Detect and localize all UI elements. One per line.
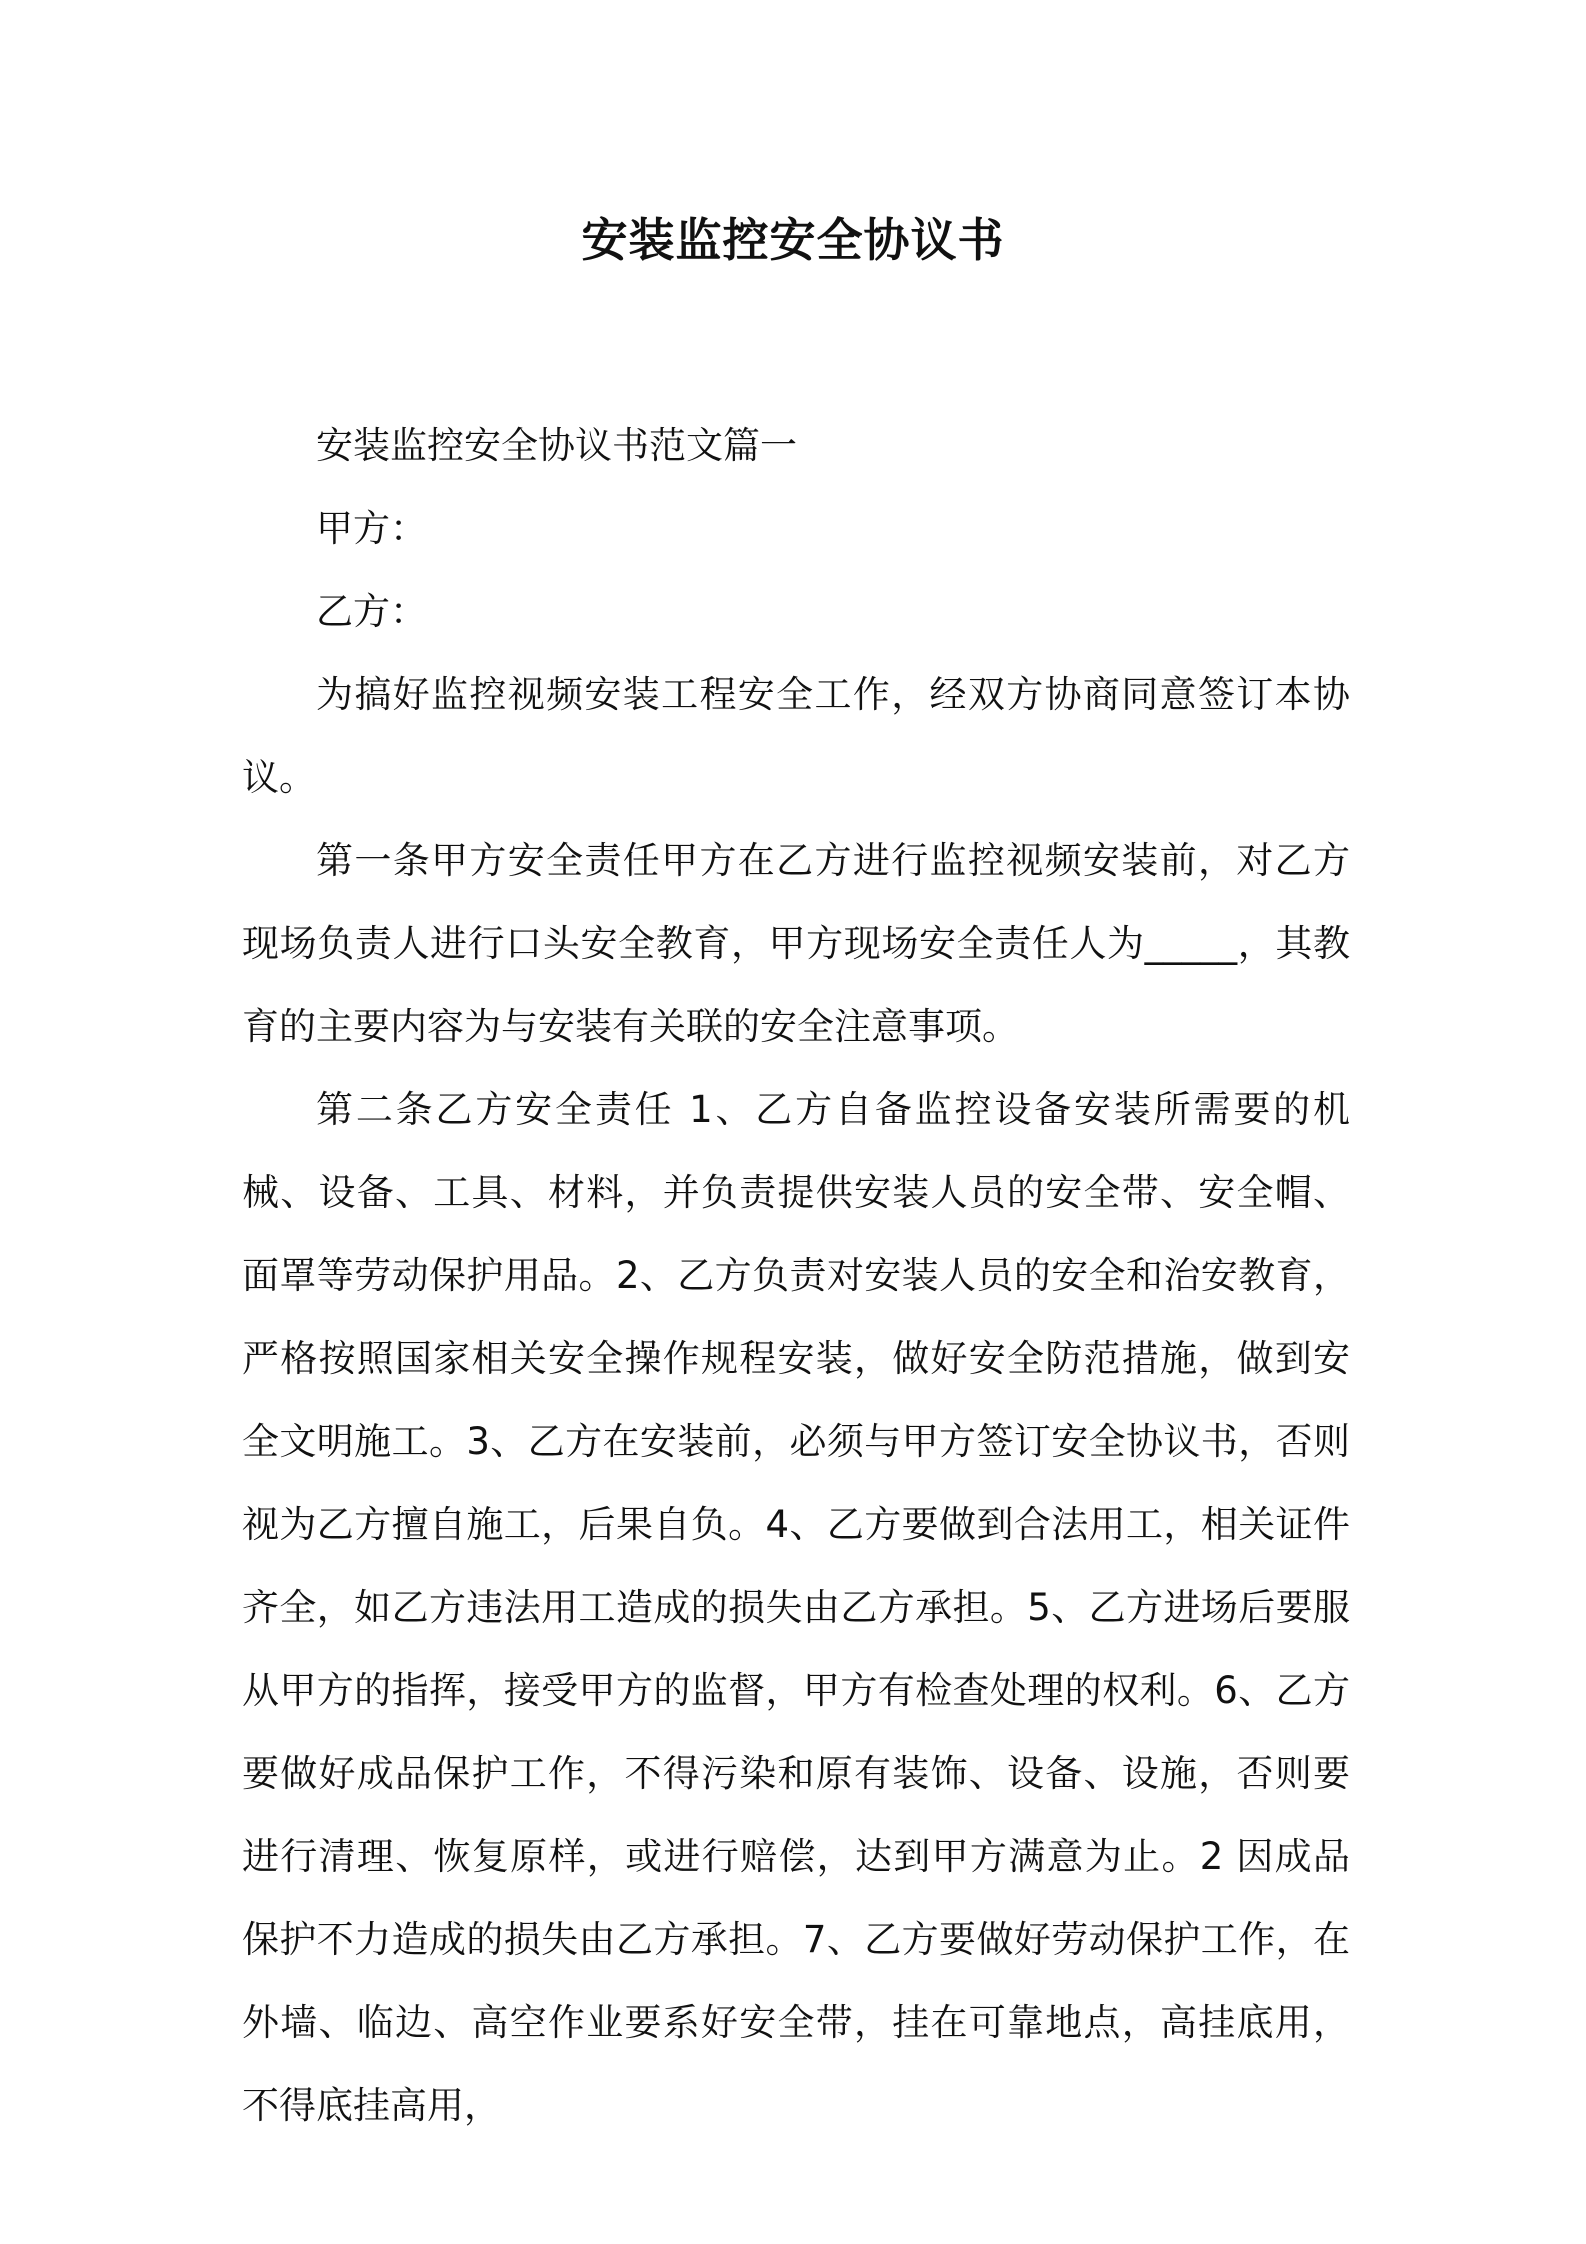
paragraph-purpose: 为搞好监控视频安装工程安全工作，经双方协商同意签订本协议。 <box>242 673 1350 799</box>
paragraph-party-a: 甲方： <box>316 507 427 550</box>
paragraph-subtitle: 安装监控安全协议书范文篇一 <box>316 424 797 467</box>
paragraph-article-2: 第二条乙方安全责任 1、乙方自备监控设备安装所需要的机械、设备、工具、材料，并负责提供安装人员的安全带、安全帽、面罩等劳动保护用品。2、乙方负责对安装人员的安全和治安教育，严格按照国家相关安全操作规程安装，做好安全防范措施，做到安全文明施工。3、乙方在安装前，必须与甲方签订安全协议书，否则视为乙方擅自施工，后果自负。4、乙方要做到合法用工，相关证件齐全，如乙方违法用工造成的损失由乙方承担。5、乙方进场后要服从甲方的指挥，接受甲方的监督，甲方有检查处理的权利。6、乙方要做好成品保护工作，不得污染和原有装饰、设备、设施，否则要进行清理、恢复原样，或进行赔偿，达到甲方满意为止。2 因成品保护不力造成的损失由乙方承担。7、乙方要做好劳动保护工作，在外墙、临边、高空作业要系好安全带，挂在可靠地点，高挂底用，不得底挂高用， <box>242 1088 1350 2127</box>
paragraph-party-b: 乙方： <box>316 590 427 633</box>
document-body <box>242 404 1350 2147</box>
paragraph-article-1: 第一条甲方安全责任甲方在乙方进行监控视频安装前，对乙方现场负责人进行口头安全教育，甲方现场安全责任人为_____，其教育的主要内容为与安装有关联的安全注意事项。 <box>242 839 1350 1048</box>
document-title: 安装监控安全协议书 <box>581 213 1005 267</box>
